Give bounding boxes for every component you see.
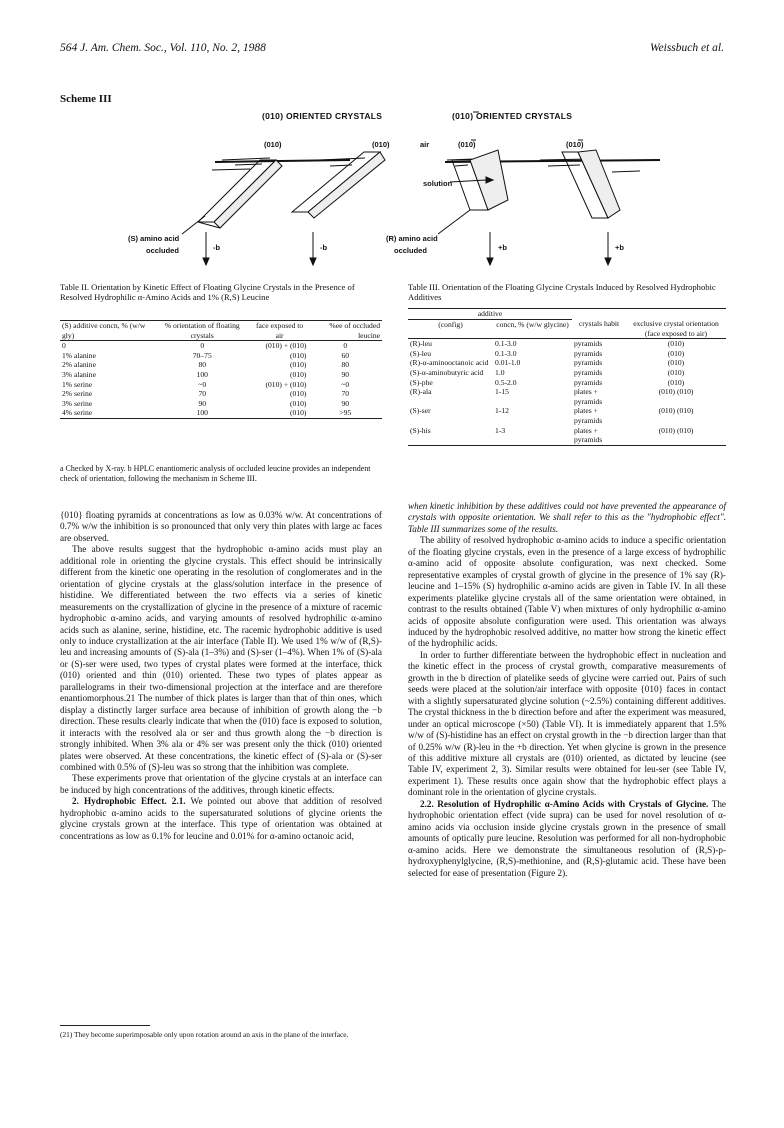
table-cell: (010) (290, 360, 307, 370)
scheme-figure (0, 0, 784, 280)
table-cell: 4% serine (62, 408, 93, 418)
table-cell: (010) + (010) (265, 379, 307, 389)
table-cell: 1.0 (495, 368, 505, 378)
table-row (60, 389, 382, 399)
table-cell: 1-12 (495, 406, 509, 416)
table-cell: 60 (341, 350, 350, 360)
left-paragraph-1: {010} floating pyramids at concentrations as low as 0.03% w/w. At concentrations of 0.7% w/w the inhibition is so pronounced that only very thin plates with large ac faces are observed. (60, 510, 382, 543)
table-cell: ~0 (341, 379, 350, 389)
table-cell: pyramids (574, 339, 603, 349)
right-column (408, 501, 726, 879)
left-paragraph-3: These experiments prove that orientation of the glycine crystals at an interface can be induced by high concentrations of the additives, through kinetic effects. (60, 773, 382, 795)
table-cell: 3% alanine (62, 369, 96, 379)
table-row (60, 360, 382, 370)
face-label-4: (010) (566, 140, 584, 149)
right-paragraph-4 (408, 799, 726, 879)
running-header-right: Weissbuch et al. (650, 42, 724, 54)
table-cell: 1-15 (495, 387, 509, 397)
table-cell: 80 (341, 360, 350, 370)
table-cell: 0.1-3.0 (495, 339, 517, 349)
footnote-21: (21) They become superimposable only upon rotation around an axis in the plane of the interface. (60, 1030, 349, 1039)
table-cell: pyramids (574, 377, 603, 387)
table-cell: (010) (667, 368, 685, 378)
table2-col-ee: %ee of occluded leucine (329, 321, 380, 340)
right-paragraph-4-text: The hydrophobic orientation effect (vide supra) can be used for novel resolution of α-amino acids via occlusion inside glycine crystals grown in the presence of small amounts of optically pure leucine. Resolution was performed for all non-hydrophobic α-amino acids. Here we demonstrate the simultaneous resolution of (R,S)-p-hydroxyphenylglycine, (R,S)-methionine, and (R,S)-glutamic acid. These have been selected for ease of presentation (Figure 2). (408, 798, 726, 878)
arrow-label-3: +b (498, 243, 507, 252)
right-occluded-line1: (R) amino acid (386, 234, 438, 243)
table-cell: (010) (667, 339, 685, 349)
right-occluded-line2: occluded (394, 246, 427, 255)
left-occluded-line2: occluded (146, 246, 179, 255)
table-cell: 2% alanine (62, 360, 96, 370)
table-row (408, 358, 726, 368)
table-row (60, 341, 382, 351)
table-row (408, 406, 726, 425)
table-cell: 0 (62, 341, 66, 351)
table-row (60, 399, 382, 409)
section-heading-2-1: 2. Hydrophobic Effect. 2.1. (72, 796, 186, 807)
table-row (60, 408, 382, 418)
table-row (408, 368, 726, 378)
right-paragraph-1: when kinetic inhibition by these additives could not have prevented the appearance of crystals with opposite orientation. We shall refer to this as the "hydrophobic effect". Table III summarizes some of the results. (408, 501, 726, 534)
table2-caption: Table II. Orientation by Kinetic Effect of Floating Glycine Crystals in the Presence of Resolved Hydrophilic α-Amino Acids and 1% (R,S) Leucine (60, 282, 355, 303)
table-cell: 100 (196, 369, 208, 379)
table-cell: (R)-α-aminooctanoic acid (410, 358, 489, 368)
table-cell: plates + pyramids (574, 406, 603, 426)
table-cell: 0 (343, 341, 348, 351)
table-cell: 0 (200, 341, 205, 351)
arrow-label-1: -b (213, 243, 221, 252)
table2 (60, 320, 382, 419)
table-cell: (010) (010) (658, 406, 694, 416)
table-row (408, 378, 726, 388)
table3 (408, 308, 726, 446)
table2-col-orientation: % orientation of floating crystals (164, 321, 240, 340)
table-row (60, 380, 382, 390)
table-cell: pyramids (574, 358, 603, 368)
arrow-label-2: -b (320, 243, 328, 252)
table-cell: (R)-ala (410, 387, 432, 397)
table-cell: plates + pyramids (574, 425, 603, 445)
running-header-left: 564 J. Am. Chem. Soc., Vol. 110, No. 2, 1988 (60, 42, 266, 54)
table3-col-config: (config) (438, 319, 463, 329)
table-cell: ~0 (198, 379, 207, 389)
table-cell: pyramids (574, 368, 603, 378)
table-cell: (S)-leu (410, 348, 432, 358)
table-cell: 90 (341, 369, 350, 379)
table-cell: (010) (010) (658, 387, 694, 397)
table-cell: (010) (667, 377, 685, 387)
table-cell: pyramids (574, 348, 603, 358)
table-cell: 1% alanine (62, 350, 96, 360)
table-row (408, 339, 726, 349)
table-cell: 0.1-3.0 (495, 348, 517, 358)
scheme-title-left: (010) ORIENTED CRYSTALS (262, 111, 383, 121)
table-cell: (010) (667, 358, 685, 368)
table2-col-face: face exposed to air (255, 321, 304, 340)
table3-group-row (408, 309, 726, 320)
table-cell: (S)-ser (410, 406, 431, 416)
table-cell: 0.01-1.0 (495, 358, 521, 368)
table-cell: (010) (290, 389, 307, 399)
right-paragraph-3: In order to further differentiate between the hydrophobic effect in nucleation and the kinetic effect in the process of crystal growth, comparative measurements of growth in the b direction of platelike seeds of glycine were carried out. Pairs of such seeds were placed at the solution/air interface with opposite {010} faces in contact with a slightly supersaturated glycine solution (~2.5%) containing different additives. The crystal thickness in the b direction before and after the experiment was measured, under an optical microscope (×50) (Table VI). It is immediately apparent that 1.5% w/w of (S)-histidine has an effect on crystal growth in the −b direction larger than that of 0.25% w/w (R)-leu in the +b direction. Yet when glycine is grown in the presence of this additive mixture all crystals are (010) oriented, as dictated by leucine (see Table IV, experiment 2, 3). Similar results were obtained for leu-ser (see Table IV, experiment 1). These results once again show that the hydrophobic effect plays a dominant role in the orientation of glycine crystals. (408, 649, 726, 798)
scheme-label: Scheme III (60, 93, 112, 105)
table-cell: 90 (198, 398, 207, 408)
table2-header-row (60, 321, 382, 341)
left-column (60, 510, 382, 842)
table-cell: (R)-leu (410, 339, 432, 349)
face-label-3: (010) (458, 140, 476, 149)
left-occluded-line1: (S) amino acid (128, 234, 180, 243)
table-cell: plates + pyramids (574, 387, 603, 406)
table-cell: 80 (198, 360, 207, 370)
face-label-2: (010) (372, 140, 390, 149)
table-cell: (S)-α-aminobutyric acid (410, 368, 484, 378)
arrow-label-4: +b (615, 243, 624, 252)
section-heading-2-2: 2.2. Resolution of Hydrophilic α-Amino Acids with Crystals of Glycine. (420, 798, 709, 809)
table-cell: (010) (290, 398, 307, 408)
table-row (60, 351, 382, 361)
table-row (408, 426, 726, 446)
table-cell: 1% serine (62, 379, 93, 389)
table2-col-additive: (S) additive concn, % (w/w gly) (62, 321, 146, 340)
table-cell: >95 (339, 408, 352, 418)
face-label-1: (010) (264, 140, 282, 149)
table-cell: (010) + (010) (265, 341, 307, 351)
left-paragraph-4-text: We pointed out above that addition of resolved hydrophobic α-amino acids to the supersaturated solutions of glycine orients the glycine crystals grown at the interface. This type of orientation was obtained at concentrations as low as 0.1% for leucine and 0.01% for α-amino octanoic acid, (60, 796, 382, 841)
table-cell: (010) (290, 408, 307, 418)
table-cell: (010) (010) (658, 425, 694, 435)
right-paragraph-2: The ability of resolved hydrophobic α-amino acids to induce a specific orientation of the floating glycine crystals, even in the presence of a large excess of hydrophilic α-amino acid of opposite absolute configuration, was next checked. Some representative examples of crystal growth of glycine in the presence of 1% say (R)-leucine and 1–15% (S) hydrophilic α-amino acids are given in Table IV. In all these experiments platelike glycine crystals all of the same orientation were obtained, in contrast to the results obtained (Table V) when mixtures of only hydrophilic α-amino acids of opposite absolute configuration were used. This orientation was always induced by the hydrophobic resolved additive, no matter how strong the kinetic effect of the hydrophilic acids. (408, 535, 726, 649)
table-cell: (010) (667, 348, 685, 358)
table3-group-header: additive (408, 309, 572, 320)
table-row (408, 349, 726, 359)
table3-col-orientation: exclusive crystal orientation (face exposed to air) (633, 319, 719, 338)
table-cell: (S)-phe (410, 377, 433, 387)
table3-caption: Table III. Orientation of the Floating Glycine Crystals Induced by Resolved Hydrophobic Additives (408, 282, 716, 303)
left-paragraph-2: The above results suggest that the hydrophobic α-amino acids must play an additional role in orienting the glycine crystals. This effect should be intrinsically different from the kinetic one operating in the resolution of conglomerates and in the orientation of glycine crystals at the glass/solution interface in the presence of histidine. We differentiated between the two effects via a series of kinetic measurements on the crystallization of glycine in the presence of a mixture of racemic hydrophobic α-amino acids, and varying amounts of resolved hydrophilic α-amino acids such as alanine, serine, histidine, etc. The racemic hydrophobic additive is used only to induce crystallization at the air interface (Table II). We used 1% w/w of (R,S)-leu and increasing amounts of (S)-ala (1–3%) and (S)-ser (1–4%). When 1% of (S)-ala or (S)-ser were used, two types of crystal plates were formed at the interface, thick (010) oriented and thin (010) oriented. These two types of plates appear as parallelograms in their two-dimensional projection at the interface and are therefore enantiomorphous.21 The number of thick plates is larger than that of thin ones, which display a distinctly larger surface area because of inhibition of growth along the −b direction. These results clearly indicate that when the (010) face is exposed to solution, it interacts with the resolved ala or ser and thus growth along the −b direction is strongly inhibited. When 3% ala or 4% ser was present only the thick (010) oriented plates were observed. At these concentrations, the kinetic effect of (S)-ala or (S)-ser combined with 0.5% of (S)-leu was so strong that the inhibition was complete. (60, 544, 382, 772)
solution-label: solution (423, 179, 453, 188)
table-row (60, 370, 382, 380)
table-cell: 100 (196, 408, 208, 418)
table2-footnote: a Checked by X-ray. b HPLC enantiomeric analysis of occluded leucine provides an independent check of orientation, following the mechanism in Scheme III. (60, 464, 371, 483)
table-cell: 2% serine (62, 389, 93, 399)
table3-col-habit: crystals habit (578, 319, 620, 329)
table-cell: 3% serine (62, 398, 93, 408)
table-cell: 70–75 (192, 350, 212, 360)
table-cell: 70 (341, 389, 350, 399)
table-cell: (010) (290, 369, 307, 379)
table-row (408, 387, 726, 406)
table-cell: 90 (341, 398, 350, 408)
table-cell: 0.5-2.0 (495, 377, 517, 387)
table-cell: (S)-his (410, 425, 431, 435)
scheme-drawing (0, 0, 784, 280)
air-label: air (420, 140, 430, 149)
table-cell: (010) (290, 350, 307, 360)
scheme-title-right: (010) ORIENTED CRYSTALS (452, 111, 573, 121)
table-cell: 1-3 (495, 425, 506, 435)
footnote-rule (60, 1025, 150, 1026)
table-cell: 70 (198, 389, 207, 399)
table3-col-concn: concn, % (w/w glycine) (496, 319, 569, 329)
left-paragraph-4 (60, 796, 382, 842)
table3-header-row (408, 319, 726, 339)
